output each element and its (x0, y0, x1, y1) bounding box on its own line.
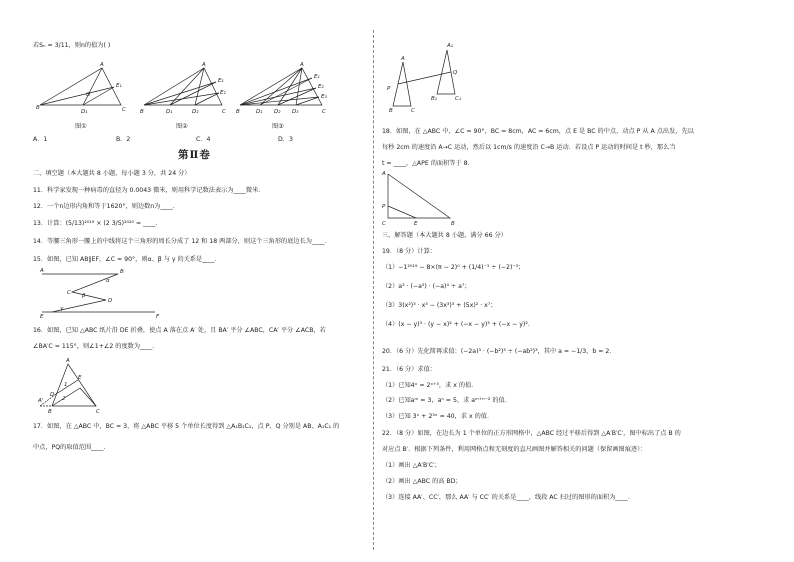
solve-header: 三、解答题（本大题共 8 小题，满分 66 分） (382, 232, 507, 239)
q17-label-q: Q (453, 70, 458, 76)
option-b: B．2 (116, 136, 131, 143)
figure-q18 (382, 170, 462, 226)
question-19-part1: （1）−1²⁰¹⁹ − 8×(π − 2)⁰ + (1/4)⁻¹ ÷ (−2)⁻³； (382, 264, 525, 271)
fig3-label-d1: D₁ (256, 109, 263, 115)
fig3-label-d3: D₃ (292, 109, 299, 115)
q15-label-beta: β (82, 293, 86, 299)
question-19-part2: （2）a³ · (−a⁵) · (−a)⁴ ÷ a⁷； (382, 283, 471, 290)
question-11: 11．科学家发现一种病毒的直径为 0.0043 微米，则用科学记数法表示为____微米． (33, 187, 265, 194)
fig3-label-e1: E₁ (314, 74, 320, 80)
fig3-caption: 图③ (272, 123, 284, 130)
question-22-part1: （1）画出 △A′B′C′； (382, 462, 441, 469)
fig3-label-e3: E₃ (321, 94, 327, 100)
question-22-part2: （2）画出 △ABC 的高 BD； (382, 478, 462, 485)
figure-q15 (40, 268, 165, 318)
fig2-label-a: A (202, 62, 206, 68)
left-column (28, 0, 368, 562)
option-c: C．4 (196, 136, 211, 143)
question-22-part3: （3）连接 AA′、CC′，那么 AA′ 与 CC′ 的关系是____，线段 AC 扫过的图形的面积为____． (382, 494, 634, 501)
q15-label-e: E (40, 314, 44, 320)
q18-label-e: E (414, 221, 418, 227)
q16-label-aprime: A' (38, 398, 44, 404)
fig1-label-c: C (122, 107, 126, 113)
question-21-part3: （3）已知 3ˣ + 2³ˣ = 40，求 x 的值． (382, 413, 494, 420)
question-20: 20．（6 分）先化简再求值：(−2a)³ · (−b²)³ ÷ (−ab²)³，其中 a = −1/3，b = 2． (382, 348, 616, 355)
q15-label-a: A (40, 268, 44, 274)
question-16-line1: 16．如图，已知 △ABC 纸片沿 DE 折叠，使点 A 落在点 A′ 处，且 BA′ 平分 ∠ABC，CA′ 平分 ∠ACB，若 (33, 327, 326, 334)
figure-q17 (385, 40, 475, 114)
q17-label-b1: B₁ (431, 96, 437, 102)
fig3-label-e2: E₂ (318, 84, 324, 90)
q18-label-c: C (382, 221, 386, 227)
q17-label-b: B (389, 108, 393, 114)
question-21-part2: （2）已知aᵐ = 3，aⁿ = 5，求 aᵐ⁺ⁿ⁻² 的值． (382, 397, 511, 404)
question-19-part4: （4）(x − y)³ · (y − x)² + (−x − y)³ + (−x − y)²． (382, 321, 535, 328)
q17-label-p: P (387, 86, 391, 92)
q15-label-b: B (120, 269, 124, 275)
fig1-label-b: B (36, 105, 40, 111)
question-12: 12．一个n边形内角和等于1620°，则边数n为____． (33, 203, 179, 210)
q17-label-a: A (401, 56, 405, 62)
fig1-label-o: O (86, 92, 91, 98)
question-21-part1: （1）已知4ˣ = 2ˣ⁺³，求 x 的值． (382, 382, 478, 389)
q18-label-p: P (382, 204, 386, 210)
question-14: 14．等腰三角形一腰上的中线将这个三角形的周长分成了 12 和 18 两部分，则这个三角形的底边长为____． (33, 238, 331, 245)
question-22-line1: 22．（8 分）如图，在边长为 1 个单位的正方形网格中，△ABC 经过平移后得到 △A′B′C′，图中标出了点 B 的 (382, 430, 681, 437)
question-18-line1: 18．如图，在 △ABC 中，∠C = 90°，BC = 8cm，AC = 6cm，点 E 是 BC 的中点，动点 P 从 A 点出发，先以 (382, 128, 694, 135)
question-22-line2: 对应点 B′．根据下列条件，利用网格点和无刻度的直尺画图并解答相关的问题（保留画图痕迹）： (382, 446, 647, 453)
question-18-line3: t = ____，△APE 的面积等于 8． (382, 160, 474, 167)
question-17-line2: 中点，PQ的取值范围____． (33, 444, 110, 451)
fig3-label-d2: D₂ (274, 109, 281, 115)
fig1-label-d1: D₁ (81, 109, 88, 115)
q16-label-b: B (48, 409, 52, 415)
q15-label-gamma: γ (60, 306, 64, 312)
fig1-caption: 图① (75, 123, 87, 130)
figure-3 (236, 60, 331, 115)
option-a: A．1 (33, 136, 48, 143)
question-17-line1: 17．如图，在 △ABC 中，BC = 3，将 △ABC 平移 5 个单位长度得到 △A₁B₁C₁，点 P、Q 分别是 AB、A₁C₁ 的 (33, 423, 340, 430)
q15-label-c: C (67, 290, 71, 296)
fig2-label-d2: D₂ (192, 109, 199, 115)
question-18-line2: 每秒 2cm 的速度沿 A→C 运动，然后以 1cm/s 的速度沿 C→B 运动．若设点 P 运动的时间是 t 秒，那么当 (382, 144, 676, 151)
question-21: 21．（6 分）求值： (382, 366, 436, 373)
q16-label-e: E (78, 375, 82, 381)
figure-2 (140, 60, 230, 115)
question-13: 13．计算：(5/13)²⁰¹⁹ × (2 3/5)²⁰²⁰ = ____． (33, 220, 162, 227)
right-column (380, 0, 770, 562)
figure-q16 (38, 358, 118, 414)
fig1-label-a: A (100, 62, 104, 68)
question-19-part3: （3）3(x²)³ · x³ − (3x³)³ + (5x)² · x⁷； (382, 302, 497, 309)
q15-label-f: F (156, 314, 160, 320)
q16-label-c: C (96, 409, 100, 415)
question-15: 15．如图，已知 AB∥EF，∠C = 90°，则α、β 与 γ 的关系是____． (33, 256, 221, 263)
fig2-label-d1: D₁ (166, 109, 173, 115)
q16-label-2: 2 (62, 396, 66, 402)
fig2-label-e1: E₁ (218, 78, 224, 84)
q17-label-c1: C₁ (455, 96, 462, 102)
fig2-label-e2: E₂ (220, 90, 226, 96)
q17-label-c: C (411, 108, 415, 114)
fig1-label-e1: E₁ (116, 83, 122, 89)
column-divider (373, 30, 374, 550)
q16-label-d: D (50, 392, 55, 398)
q15-label-alpha: α (106, 278, 110, 284)
fig2-caption: 图② (176, 123, 188, 130)
option-d: D．3 (278, 136, 293, 143)
q16-label-a: A (66, 358, 70, 364)
question-10-stem: 若Sₙ = 3/11，则n的值为( ) (33, 42, 111, 49)
fig3-label-a: A (300, 62, 304, 68)
fig3-label-b: B (236, 109, 240, 115)
fig2-label-b: B (140, 109, 144, 115)
fig2-label-c: C (222, 109, 226, 115)
fill-in-header: 二、填空题（本大题共 8 小题，每小题 3 分，共 24 分） (33, 170, 191, 177)
question-19: 19．（8 分）计算： (382, 248, 436, 255)
q18-label-a: A (382, 171, 386, 177)
q16-label-1: 1 (64, 382, 68, 388)
question-16-line2: ∠BA′C = 115°，则∠1+∠2 的度数为____． (33, 343, 159, 350)
figure-1 (36, 60, 126, 115)
fig3-label-c: C (322, 109, 326, 115)
section-title: 第Ⅱ卷 (178, 149, 211, 161)
q17-label-a1: A₁ (447, 43, 453, 49)
q15-label-d: D (108, 298, 113, 304)
q18-label-b: B (451, 221, 455, 227)
